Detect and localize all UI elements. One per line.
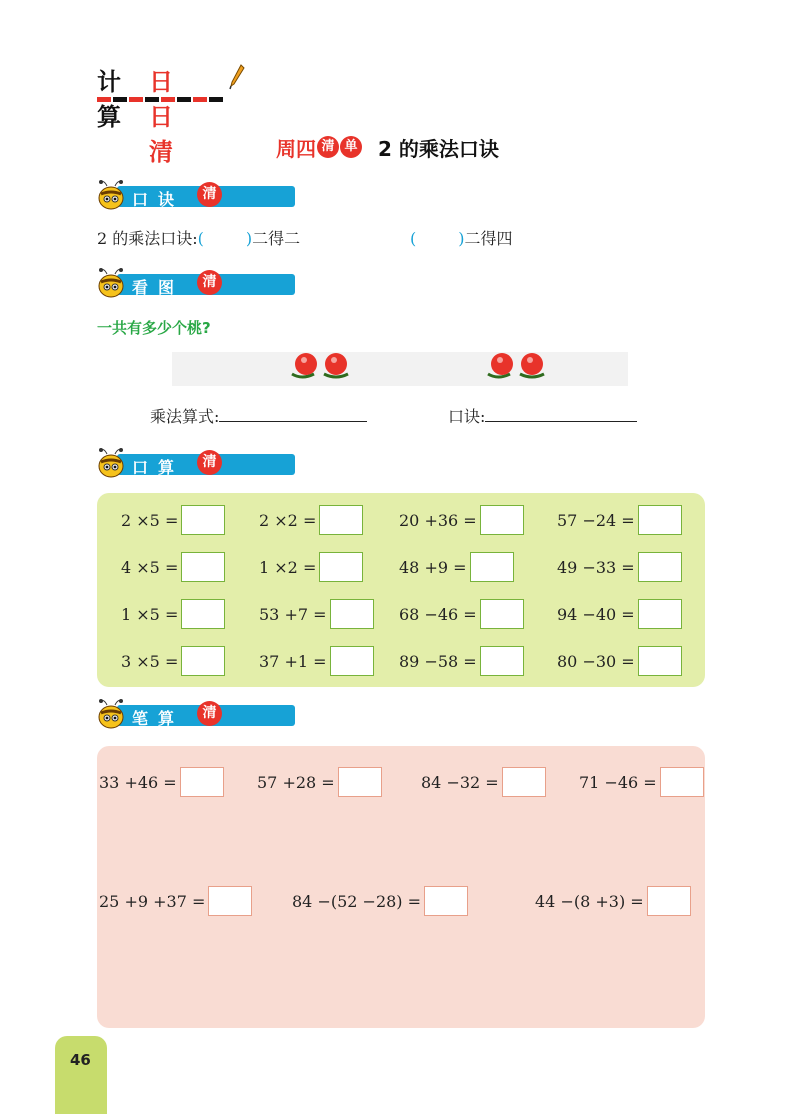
answer-box[interactable]	[319, 552, 363, 582]
section-qing-badge: 清	[197, 701, 222, 726]
equation-text: 94 −40 =	[557, 604, 635, 624]
page-number: 46	[70, 1051, 91, 1069]
equation-text: 2 ×2 =	[259, 510, 317, 530]
koujue-line-2	[410, 226, 513, 249]
equation-text: 4 ×5 =	[121, 557, 179, 577]
answer-box[interactable]	[660, 767, 704, 797]
kousuan-item	[557, 646, 682, 676]
open-paren: (	[410, 229, 417, 248]
section-header-kousuan	[95, 446, 235, 480]
bee-mascot-icon	[95, 697, 129, 731]
title-day: 周四	[276, 136, 316, 161]
kousuan-item	[399, 552, 514, 582]
koujue-line-1	[97, 226, 300, 249]
kousuan-item	[121, 599, 225, 629]
answer-box[interactable]	[208, 886, 252, 916]
equation-text: 84 −(52 −28) =	[292, 891, 422, 911]
section-label: 看图	[132, 278, 185, 297]
equation-text: 68 −46 =	[399, 604, 477, 624]
koujue-item2: 二得四	[464, 229, 513, 248]
peach-band	[172, 352, 628, 386]
equation-text: 33 +46 =	[99, 772, 177, 792]
equation-text: 3 ×5 =	[121, 651, 179, 671]
bee-mascot-icon	[95, 266, 129, 300]
title-stamp-dan: 单	[340, 136, 362, 158]
kousuan-item	[259, 552, 363, 582]
peach-pair-2-icon	[484, 348, 554, 382]
bisuan-item	[99, 767, 224, 797]
answer-box[interactable]	[638, 599, 682, 629]
equation-text: 20 +36 =	[399, 510, 477, 530]
answer-box[interactable]	[647, 886, 691, 916]
brand-title-red: 日日清	[149, 68, 172, 166]
bisuan-item	[579, 767, 704, 797]
section-header-kantu	[95, 266, 235, 300]
equation-text: 48 +9 =	[399, 557, 467, 577]
answer-box[interactable]	[181, 552, 225, 582]
bisuan-item	[292, 886, 468, 916]
kousuan-item	[557, 599, 682, 629]
equation-text: 49 −33 =	[557, 557, 635, 577]
section-qing-badge: 清	[197, 270, 222, 295]
section-qing-badge: 清	[197, 182, 222, 207]
page-title	[276, 132, 499, 162]
answer-box[interactable]	[181, 646, 225, 676]
equation-text: 57 −24 =	[557, 510, 635, 530]
equation-text: 2 ×5 =	[121, 510, 179, 530]
kousuan-item	[259, 646, 374, 676]
pen-icon	[229, 64, 245, 90]
equation-text: 1 ×2 =	[259, 557, 317, 577]
brand-title-black: 计算	[97, 68, 120, 131]
section-header-bisuan	[95, 697, 235, 731]
answer-box[interactable]	[338, 767, 382, 797]
koujue-label: 口诀:	[448, 407, 486, 426]
bisuan-item	[257, 767, 382, 797]
equation-text: 44 −(8 +3) =	[535, 891, 644, 911]
koujue-answer-blank[interactable]	[485, 405, 637, 422]
answer-box[interactable]	[480, 599, 524, 629]
peach-pair-1-icon	[288, 348, 358, 382]
kousuan-item	[121, 505, 225, 535]
equation-text: 84 −32 =	[421, 772, 499, 792]
kousuan-item	[399, 599, 524, 629]
section-label: 口诀	[132, 190, 185, 209]
section-label: 笔算	[132, 709, 185, 728]
answer-box[interactable]	[181, 599, 225, 629]
answer-box[interactable]	[181, 505, 225, 535]
koujue-item1: 二得二	[252, 229, 301, 248]
answer-box[interactable]	[330, 646, 374, 676]
kousuan-item	[557, 552, 682, 582]
brand-underline	[97, 87, 225, 92]
title-topic: 2 的乘法口诀	[378, 136, 499, 161]
answer-box[interactable]	[638, 552, 682, 582]
page-number-tab	[55, 1036, 107, 1114]
equation-text: 57 +28 =	[257, 772, 335, 792]
kousuan-item	[557, 505, 682, 535]
koujue-answer-line	[448, 404, 637, 427]
section-label: 口算	[132, 458, 185, 477]
equation-text: 37 +1 =	[259, 651, 327, 671]
kousuan-item	[259, 599, 374, 629]
bisuan-item	[99, 886, 252, 916]
multiplication-formula-line	[150, 404, 367, 427]
section-header-koujue	[95, 178, 235, 212]
section-qing-badge: 清	[197, 450, 222, 475]
equation-text: 1 ×5 =	[121, 604, 179, 624]
kousuan-item	[121, 646, 225, 676]
equation-text: 53 +7 =	[259, 604, 327, 624]
equation-text: 80 −30 =	[557, 651, 635, 671]
equation-text: 25 +9 +37 =	[99, 891, 206, 911]
equation-text: 71 −46 =	[579, 772, 657, 792]
answer-box[interactable]	[480, 646, 524, 676]
bisuan-item	[535, 886, 691, 916]
answer-box[interactable]	[470, 552, 514, 582]
title-stamp-qing: 清	[317, 136, 339, 158]
kantu-question: 一共有多少个桃?	[97, 319, 211, 337]
answer-box[interactable]	[319, 505, 363, 535]
answer-box[interactable]	[330, 599, 374, 629]
formula-label: 乘法算式:	[150, 407, 220, 426]
formula-answer-line[interactable]	[219, 405, 367, 422]
close-paren: )	[458, 229, 465, 248]
bisuan-item	[421, 767, 546, 797]
answer-box[interactable]	[480, 505, 524, 535]
answer-box[interactable]	[638, 505, 682, 535]
answer-box[interactable]	[180, 767, 224, 797]
kousuan-item	[399, 646, 524, 676]
bee-mascot-icon	[95, 446, 129, 480]
kousuan-item	[399, 505, 524, 535]
answer-box[interactable]	[638, 646, 682, 676]
answer-box[interactable]	[424, 886, 468, 916]
answer-box[interactable]	[502, 767, 546, 797]
koujue-prefix: 2 的乘法口诀:	[97, 229, 198, 248]
open-paren: (	[197, 229, 204, 248]
equation-text: 89 −58 =	[399, 651, 477, 671]
kousuan-item	[121, 552, 225, 582]
close-paren: )	[245, 229, 253, 248]
kousuan-item	[259, 505, 363, 535]
bee-mascot-icon	[95, 178, 129, 212]
